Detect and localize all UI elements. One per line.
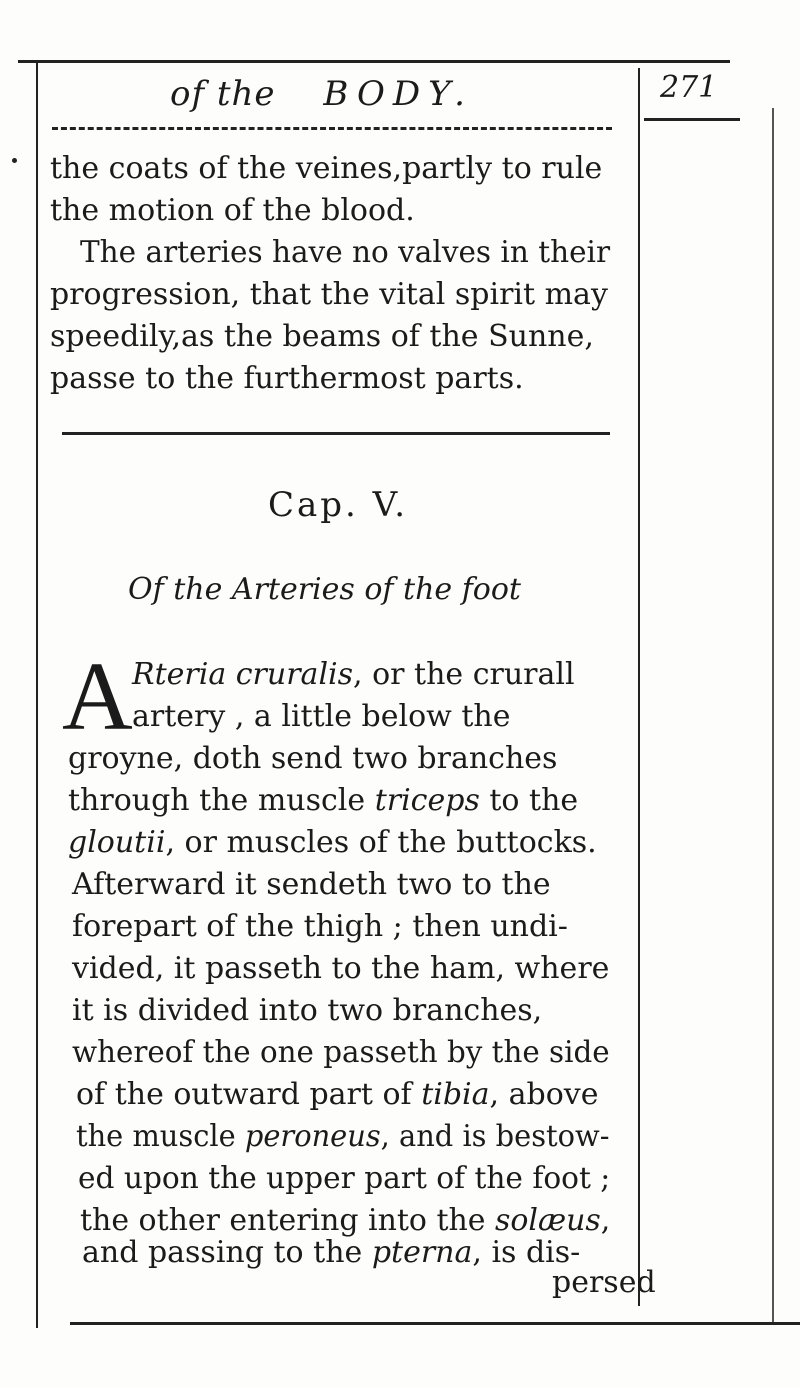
text-line: the motion of the blood. — [50, 193, 415, 228]
latin-term: solæus — [495, 1203, 601, 1238]
text-line — [76, 1116, 609, 1158]
top-frame-rule — [18, 60, 730, 63]
text-line: passe to the furthermost parts. — [50, 361, 524, 396]
page-number: 271 — [660, 70, 718, 105]
chapter-subtitle: Of the Arteries of the foot — [128, 572, 521, 607]
latin-term: pterna — [371, 1235, 473, 1270]
chapter-heading: Cap. V. — [268, 485, 409, 525]
text-line: it is divided into two branches, — [72, 993, 543, 1028]
section-divider-rule — [62, 432, 610, 435]
left-frame-rule — [36, 62, 38, 1328]
text-line: whereof the one passeth by the side — [72, 1035, 610, 1070]
latin-term: peroneus — [244, 1119, 381, 1154]
latin-term: gloutii — [68, 825, 166, 860]
line-text: , or the crurall — [353, 657, 575, 692]
running-head-prefix: of the — [170, 74, 276, 114]
line-text: , — [600, 1203, 611, 1238]
line-text: the other entering into the — [80, 1203, 496, 1238]
text-line: progression, that the vital spirit may — [50, 277, 608, 312]
margin-mark — [12, 158, 17, 163]
text-line: artery , a little below the — [132, 699, 511, 734]
text-line: The arteries have no valves in their — [80, 235, 611, 270]
line-text: to the — [479, 783, 579, 818]
text-line: groyne, doth send two branches — [68, 741, 558, 776]
right-frame-rule — [772, 108, 774, 1324]
latin-term: Rteria cruralis — [132, 657, 354, 692]
text-line: the coats of the veines,partly to rule — [50, 151, 603, 186]
text-line — [132, 654, 575, 696]
latin-term: triceps — [374, 783, 480, 818]
bottom-frame-rule — [70, 1322, 800, 1325]
text-line — [82, 1232, 580, 1274]
text-line — [76, 1074, 598, 1116]
line-text: of the outward part of — [76, 1077, 422, 1112]
running-head — [170, 74, 500, 114]
line-text: , is dis- — [472, 1235, 581, 1270]
line-text: the muscle — [76, 1119, 245, 1154]
running-head-word: BODY. — [323, 74, 473, 114]
text-line: vided, it passeth to the ham, where — [72, 951, 610, 986]
line-text: through the muscle — [68, 783, 375, 818]
line-text: , and is bestow- — [380, 1119, 610, 1154]
text-line — [68, 780, 578, 822]
text-line — [68, 822, 597, 864]
latin-term: tibia — [421, 1077, 490, 1112]
text-line: ed upon the upper part of the foot ; — [78, 1161, 611, 1196]
catchword: persed — [552, 1265, 656, 1300]
drop-cap: A — [62, 643, 133, 751]
margin-column-rule — [638, 68, 640, 1306]
line-text: and passing to the — [82, 1235, 372, 1270]
page-number-rule — [644, 118, 740, 121]
line-text: , or muscles of the buttocks. — [165, 825, 597, 860]
header-dashed-rule — [52, 127, 612, 130]
text-line: Afterward it sendeth two to the — [72, 867, 551, 902]
line-text: , above — [489, 1077, 599, 1112]
text-line: forepart of the thigh ; then undi- — [72, 909, 568, 944]
text-line: speedily,as the beams of the Sunne, — [50, 319, 594, 354]
